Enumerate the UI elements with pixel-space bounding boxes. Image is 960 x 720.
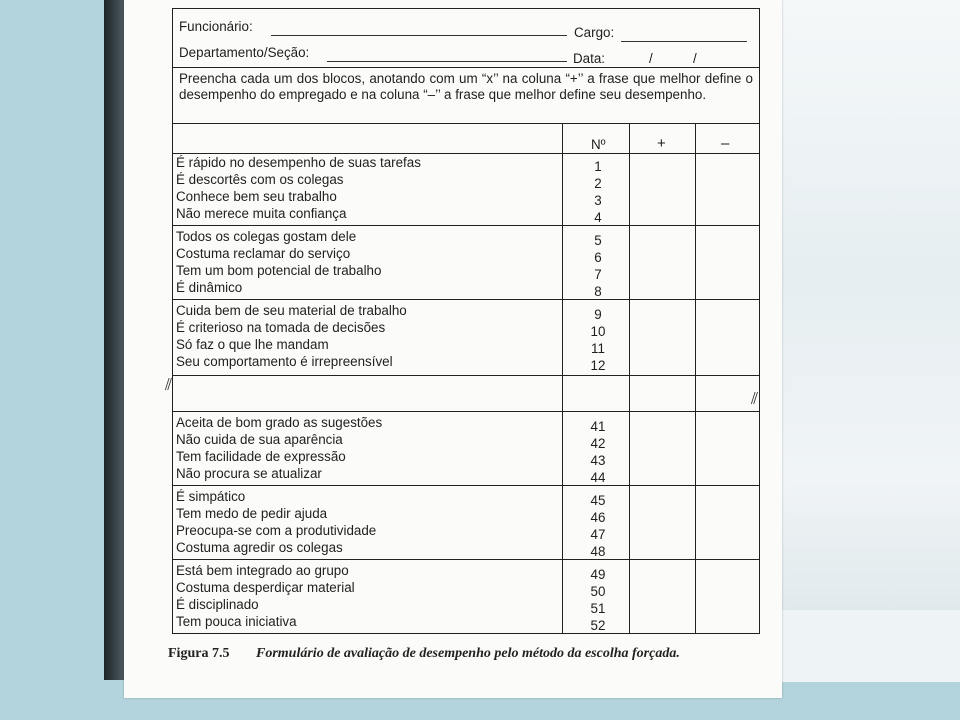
- statement-number: 1: [594, 159, 602, 174]
- funcionario-line: [271, 35, 567, 36]
- statement-number: 3: [594, 193, 602, 208]
- statement-number: 6: [594, 250, 602, 265]
- statement-number: 42: [590, 436, 606, 451]
- date-separator: /: [649, 51, 653, 66]
- statement-text: Costuma reclamar do serviço: [176, 246, 351, 261]
- statement-text: É dinâmico: [176, 280, 243, 295]
- block-divider: [173, 485, 759, 486]
- statement-text: Não cuida de sua aparência: [176, 432, 343, 447]
- statement-number: 44: [590, 470, 606, 485]
- statement-number: 12: [590, 358, 606, 373]
- statement-number: 41: [590, 419, 606, 434]
- break-mark-icon: ⫽: [165, 377, 173, 394]
- statement-text: É criterioso na tomada de decisões: [176, 320, 386, 335]
- column-header-plus: +: [657, 135, 666, 152]
- block-divider: [173, 299, 759, 300]
- departamento-label: Departamento/Seção:: [179, 45, 310, 60]
- block-divider: [173, 375, 759, 376]
- statement-text: Está bem integrado ao grupo: [176, 563, 349, 578]
- statement-number: 51: [590, 601, 606, 616]
- statement-text: É descortês com os colegas: [176, 172, 344, 187]
- block-divider: [173, 411, 759, 412]
- statement-text: Conhece bem seu trabalho: [176, 189, 337, 204]
- column-divider: [695, 124, 696, 633]
- background-band: [780, 610, 960, 682]
- scanned-page: [124, 0, 782, 698]
- statement-number: 9: [594, 307, 602, 322]
- statement-text: Tem pouca iniciativa: [176, 614, 297, 629]
- figure-number: Figura 7.5: [168, 646, 230, 661]
- statement-number: 47: [590, 527, 606, 542]
- date-separator: /: [693, 51, 697, 66]
- divider: [173, 67, 759, 68]
- statement-number: 4: [594, 210, 602, 225]
- statement-number: 46: [590, 510, 606, 525]
- statement-text: Tem facilidade de expressão: [176, 449, 346, 464]
- statement-number: 8: [594, 284, 602, 299]
- instructions-text: Preencha cada um dos blocos, anotando com um “x’’ na coluna “+’’ a frase que melhor define o desempenho do empregado e na coluna “–’’ a frase que melhor define seu desempenho.: [179, 71, 753, 102]
- divider: [173, 123, 759, 124]
- statement-number: 49: [590, 567, 606, 582]
- column-header-num: Nº: [591, 137, 606, 152]
- departamento-line: [327, 61, 567, 62]
- statement-text: Preocupa-se com a produtividade: [176, 523, 377, 538]
- statement-number: 48: [590, 544, 606, 559]
- statement-text: É rápido no desempenho de suas tarefas: [176, 155, 421, 170]
- block-divider: [173, 559, 759, 560]
- column-header-minus: –: [721, 135, 730, 152]
- statement-text: Só faz o que lhe mandam: [176, 337, 329, 352]
- cargo-line: [621, 41, 747, 42]
- statement-number: 11: [591, 341, 605, 356]
- statement-text: Aceita de bom grado as sugestões: [176, 415, 383, 430]
- figure-caption-text: Formulário de avaliação de desempenho pelo método da escolha forçada.: [256, 646, 680, 661]
- statement-number: 43: [590, 453, 606, 468]
- statement-number: 45: [590, 493, 606, 508]
- statement-number: 7: [594, 267, 602, 282]
- statement-text: Tem medo de pedir ajuda: [176, 506, 328, 521]
- header-divider: [173, 153, 759, 154]
- funcionario-label: Funcionário:: [179, 19, 253, 34]
- data-label: Data:: [573, 51, 606, 66]
- statement-text: Seu comportamento é irrepreensível: [176, 354, 393, 369]
- statement-text: Cuida bem de seu material de trabalho: [176, 303, 407, 318]
- statement-number: 2: [594, 176, 602, 191]
- statement-text: Não procura se atualizar: [176, 466, 322, 481]
- block-divider: [173, 225, 759, 226]
- statement-number: 5: [594, 233, 602, 248]
- statement-number: 50: [590, 584, 606, 599]
- statement-text: Costuma desperdiçar material: [176, 580, 355, 595]
- statement-text: Todos os colegas gostam dele: [176, 229, 357, 244]
- statement-number: 10: [590, 324, 606, 339]
- column-divider: [629, 124, 630, 633]
- statement-text: É disciplinado: [176, 597, 259, 612]
- break-mark-icon: ⫽: [751, 391, 759, 408]
- background-panel: [780, 0, 960, 682]
- cargo-label: Cargo:: [574, 25, 615, 40]
- statement-text: É simpático: [176, 489, 246, 504]
- statement-number: 52: [590, 618, 606, 633]
- column-divider: [562, 124, 563, 633]
- evaluation-form: [165, 8, 760, 634]
- statement-text: Tem um bom potencial de trabalho: [176, 263, 382, 278]
- statement-text: Costuma agredir os colegas: [176, 540, 343, 555]
- statement-text: Não merece muita confiança: [176, 206, 347, 221]
